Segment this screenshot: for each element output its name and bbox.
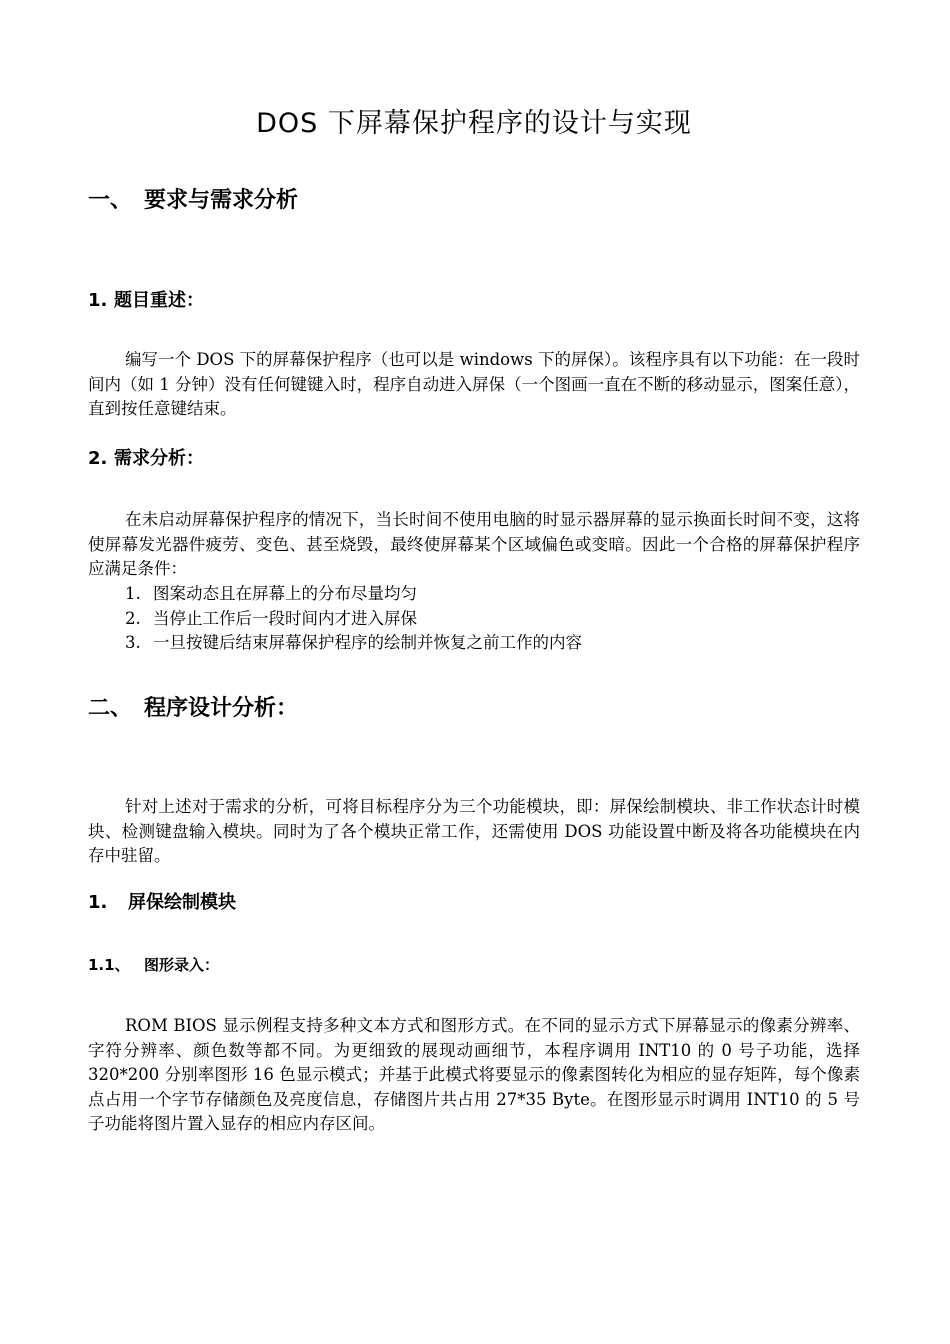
list-item-number: 1. bbox=[125, 584, 141, 603]
requirements-paragraph: 在未启动屏幕保护程序的情况下，当长时间不使用电脑的时显示器屏幕的显示换面长时间不变，这将使屏幕发光器件疲劳、变色、甚至烧毁，最终使屏幕某个区域偏色或变暗。因此一个合格的屏幕保护程序应满足条件： bbox=[88, 510, 860, 579]
section-1-title: 要求与需求分析 bbox=[144, 188, 299, 213]
problem-statement-paragraph: 编写一个 DOS 下的屏幕保护程序（也可以是 windows 下的屏保）。该程序具有以下功能：在一段时间内（如 1 分钟）没有任何键键入时，程序自动进入屏保（一个图画一直在不断的移动显示，图案任意），直到按任意键结束。 bbox=[88, 350, 860, 419]
subsection-2-1-1-title: 图形录入： bbox=[144, 956, 220, 974]
subsection-1-1-number: 1. bbox=[88, 290, 108, 311]
list-item-number: 3. bbox=[125, 633, 141, 653]
document-title: DOS 下屏幕保护程序的设计与实现 bbox=[256, 108, 692, 139]
graphics-input-paragraph: ROM BIOS 显示例程支持多种文本方式和图形方式。在不同的显示方式下屏幕显示的像素分辨率、字符分辨率、颜色数等都不同。为更细致的展现动画细节，本程序调用 INT10 的 0 号子功能，选择 320*200 分别率图形 16 色显示模式；并基于此模式将要显示的像素图转化为相应的显存矩阵，每个像素点占用一个字节存储颜色及亮度信息，存储图片共占用 27*35 Byte。在图形显示时调用 INT10 的 5 号子功能将图片置入显存的相应内存区间。 bbox=[88, 1016, 860, 1134]
section-2-number: 二、 bbox=[88, 696, 133, 721]
subsection-2-1-title: 屏保绘制模块 bbox=[128, 892, 236, 913]
subsection-1-1-title: 题目重述： bbox=[114, 290, 204, 311]
subsection-2-1-heading bbox=[88, 889, 236, 917]
section-1-heading bbox=[88, 185, 298, 217]
list-item bbox=[125, 631, 860, 656]
subsection-2-1-1-heading bbox=[88, 953, 219, 977]
requirements-list bbox=[125, 582, 860, 656]
design-analysis-paragraph: 针对上述对于需求的分析，可将目标程序分为三个功能模块，即：屏保绘制模块、非工作状态计时模块、检测键盘输入模块。同时为了各个模块正常工作，还需使用 DOS 功能设置中断及将各功能模块在内存中驻留。 bbox=[88, 797, 860, 866]
subsection-1-2-heading bbox=[88, 445, 204, 473]
subsection-2-1-1-number: 1.1、 bbox=[88, 956, 130, 974]
subsection-1-2-title: 需求分析： bbox=[114, 448, 204, 469]
section-1-number: 一、 bbox=[88, 188, 133, 213]
subsection-1-2-number: 2. bbox=[88, 448, 108, 469]
subsection-2-1-number: 1. bbox=[88, 892, 108, 913]
section-2-title: 程序设计分析： bbox=[144, 696, 299, 721]
list-item-number: 2. bbox=[125, 608, 141, 628]
list-item bbox=[125, 607, 860, 632]
list-item-text: 当停止工作后一段时间内才进入屏保 bbox=[153, 608, 417, 628]
section-2-heading bbox=[88, 693, 298, 725]
list-item-text: 图案动态且在屏幕上的分布尽量均匀 bbox=[153, 584, 417, 603]
subsection-1-1-heading bbox=[88, 287, 204, 315]
list-item bbox=[125, 582, 860, 607]
list-item-text: 一旦按键后结束屏幕保护程序的绘制并恢复之前工作的内容 bbox=[153, 633, 582, 653]
